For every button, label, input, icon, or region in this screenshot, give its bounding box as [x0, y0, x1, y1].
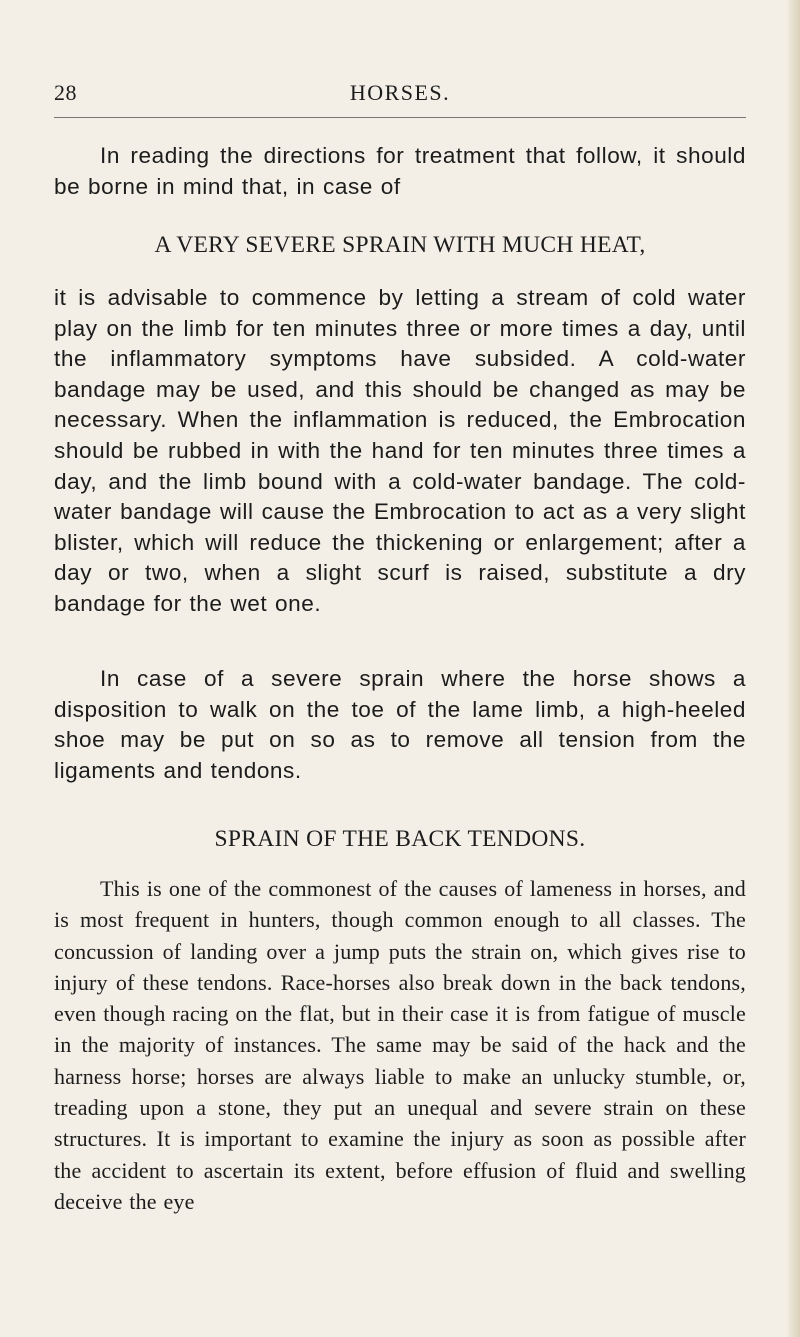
shoe-paragraph: In case of a severe sprain where the horse shows a disposition to walk on the toe of the lame limb, a high-heeled shoe may be put on so as to remove all tension from the ligaments and tendons.	[54, 666, 746, 783]
heading-severe-sprain: A VERY SEVERE SPRAIN WITH MUCH HEAT,	[154, 232, 646, 258]
treatment-paragraph: it is advisable to commence by letting a stream of cold water play on the limb for ten minutes three or more times a day, until the inflammatory symptoms have subsided. A cold-water bandage may be used, and this should be changed as may be necessary. When the inflammation is reduced, the Embrocation should be rubbed in with the hand for ten minutes three times a day, and the limb bound with a cold-water bandage. The cold-water bandage will cause the Embrocation to act as a very slight blister, which will reduce the thickening or enlargement; after a day or two, when a slight scurf is raised, substitute a dry bandage for the wet one.	[54, 285, 746, 616]
running-head: HORSES.	[349, 80, 451, 105]
back-tendons-paragraph: This is one of the commonest of the causes of lameness in horses, and is most frequent in hunters, though common enough to all classes. The concussion of landing over a jump puts the strain on, which gives rise to injury of these tendons. Race-horses also break down in the back tendons, even though racing on the flat, but in their case it is from fatigue of muscle in the majority of instances. The same may be said of the hack and the harness horse; horses are always liable to make an unlucky stumble, or, treading upon a stone, they put an unequal and severe strain on these structures. It is important to examine the injury as soon as possible after the accident to ascertain its extent, before effusion of fluid and swelling deceive the eye	[54, 876, 746, 1214]
intro-paragraph: In reading the directions for treatment that follow, it should be borne in mind that, in case of	[54, 143, 746, 199]
page-header	[54, 80, 746, 112]
page-edge-shadow	[786, 0, 800, 1337]
heading-back-tendons: SPRAIN OF THE BACK TENDONS.	[214, 826, 586, 852]
page-number: 28	[54, 80, 77, 105]
header-rule	[54, 117, 746, 118]
